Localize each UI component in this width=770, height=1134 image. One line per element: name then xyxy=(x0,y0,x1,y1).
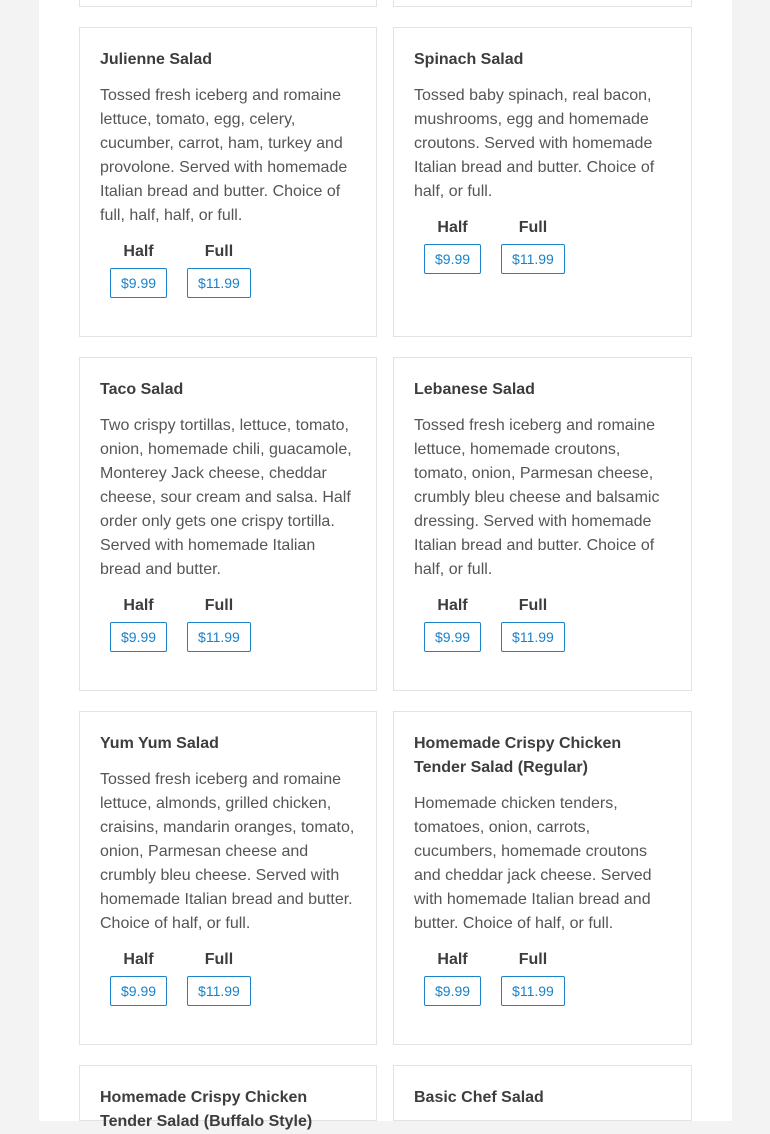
item-name: Homemade Crispy Chicken Tender Salad (Buffalo Style) xyxy=(100,1089,313,1130)
price-options xyxy=(100,594,356,652)
item-description: Two crispy tortillas, lettuce, tomato, onion, homemade chili, guacamole, Monterey Jack cheese, cheddar cheese, sour cream and salsa. Half order only gets one crispy tortilla. Served with homemade Italian bread and butter. xyxy=(100,417,352,578)
price-label: Full xyxy=(518,951,548,968)
price-option-full xyxy=(187,594,251,652)
item-name: Yum Yum Salad xyxy=(100,735,219,752)
price-label: Half xyxy=(123,951,154,968)
menu-card-chicken-tender-salad-regular xyxy=(393,711,692,1045)
item-description: Tossed baby spinach, real bacon, mushrooms, egg and homemade croutons. Served with homemade Italian bread and butter. Choice of half, or full. xyxy=(414,87,655,200)
menu-card-taco-salad xyxy=(79,357,377,691)
half-price-button[interactable]: $9.99 xyxy=(424,244,481,274)
price-option-full xyxy=(501,216,565,274)
price-label: Half xyxy=(123,243,154,260)
price-label: Full xyxy=(204,951,234,968)
item-description: Tossed fresh iceberg and romaine lettuce, tomato, egg, celery, cucumber, carrot, ham, turkey and provolone. Served with homemade Italian bread and butter. Choice of full, half, half, or full. xyxy=(100,87,348,224)
menu-card-partial-right xyxy=(393,0,692,7)
price-label: Full xyxy=(204,243,234,260)
price-option-half xyxy=(110,240,167,298)
price-option-full xyxy=(501,594,565,652)
price-label: Half xyxy=(437,219,468,236)
half-price-button[interactable]: $9.99 xyxy=(424,622,481,652)
price-option-full xyxy=(187,240,251,298)
item-name: Lebanese Salad xyxy=(414,381,535,398)
half-price-button[interactable]: $9.99 xyxy=(424,976,481,1006)
menu-card-yum-yum-salad xyxy=(79,711,377,1045)
price-label: Half xyxy=(437,597,468,614)
full-price-button[interactable]: $11.99 xyxy=(187,622,251,652)
menu-card-chicken-tender-salad-buffalo xyxy=(79,1065,377,1130)
price-option-half xyxy=(110,948,167,1006)
item-name: Spinach Salad xyxy=(414,51,524,68)
menu-card-spinach-salad xyxy=(393,27,692,337)
menu-card-partial-left xyxy=(79,0,377,7)
item-name: Taco Salad xyxy=(100,381,184,398)
price-options xyxy=(100,948,356,1006)
menu-panel xyxy=(39,0,732,1130)
half-price-button[interactable]: $9.99 xyxy=(110,622,167,652)
menu-card-julienne-salad xyxy=(79,27,377,337)
price-option-half xyxy=(424,216,481,274)
item-name: Basic Chef Salad xyxy=(414,1089,544,1106)
price-label: Full xyxy=(518,219,548,236)
price-option-full xyxy=(501,948,565,1006)
menu-card-basic-chef-salad xyxy=(393,1065,692,1121)
price-option-half xyxy=(424,948,481,1006)
full-price-button[interactable]: $11.99 xyxy=(501,244,565,274)
item-description: Tossed fresh iceberg and romaine lettuce, almonds, grilled chicken, craisins, mandarin oranges, tomato, onion, Parmesan cheese and crumbly bleu cheese. Served with homemade Italian bread and butter. Choice of half, or full. xyxy=(100,771,355,932)
half-price-button[interactable]: $9.99 xyxy=(110,976,167,1006)
full-price-button[interactable]: $11.99 xyxy=(187,976,251,1006)
price-options xyxy=(100,240,356,298)
item-name: Homemade Crispy Chicken Tender Salad (Regular) xyxy=(414,735,622,776)
full-price-button[interactable]: $11.99 xyxy=(501,976,565,1006)
price-options xyxy=(414,216,671,274)
price-label: Half xyxy=(123,597,154,614)
price-options xyxy=(414,948,671,1006)
item-description: Tossed fresh iceberg and romaine lettuce, homemade croutons, tomato, onion, Parmesan cheese, crumbly bleu cheese and balsamic dressing. Served with homemade Italian bread and butter. Choice of half, or full. xyxy=(414,417,660,578)
price-options xyxy=(414,594,671,652)
item-description: Homemade chicken tenders, tomatoes, onion, carrots, cucumbers, homemade croutons and cheddar jack cheese. Served with homemade Italian bread and butter. Choice of half, or full. xyxy=(414,795,652,932)
half-price-button[interactable]: $9.99 xyxy=(110,268,167,298)
price-label: Full xyxy=(518,597,548,614)
price-option-half xyxy=(424,594,481,652)
full-price-button[interactable]: $11.99 xyxy=(501,622,565,652)
price-option-full xyxy=(187,948,251,1006)
price-option-half xyxy=(110,594,167,652)
item-name: Julienne Salad xyxy=(100,51,213,68)
full-price-button[interactable]: $11.99 xyxy=(187,268,251,298)
menu-card-lebanese-salad xyxy=(393,357,692,691)
price-label: Full xyxy=(204,597,234,614)
price-label: Half xyxy=(437,951,468,968)
